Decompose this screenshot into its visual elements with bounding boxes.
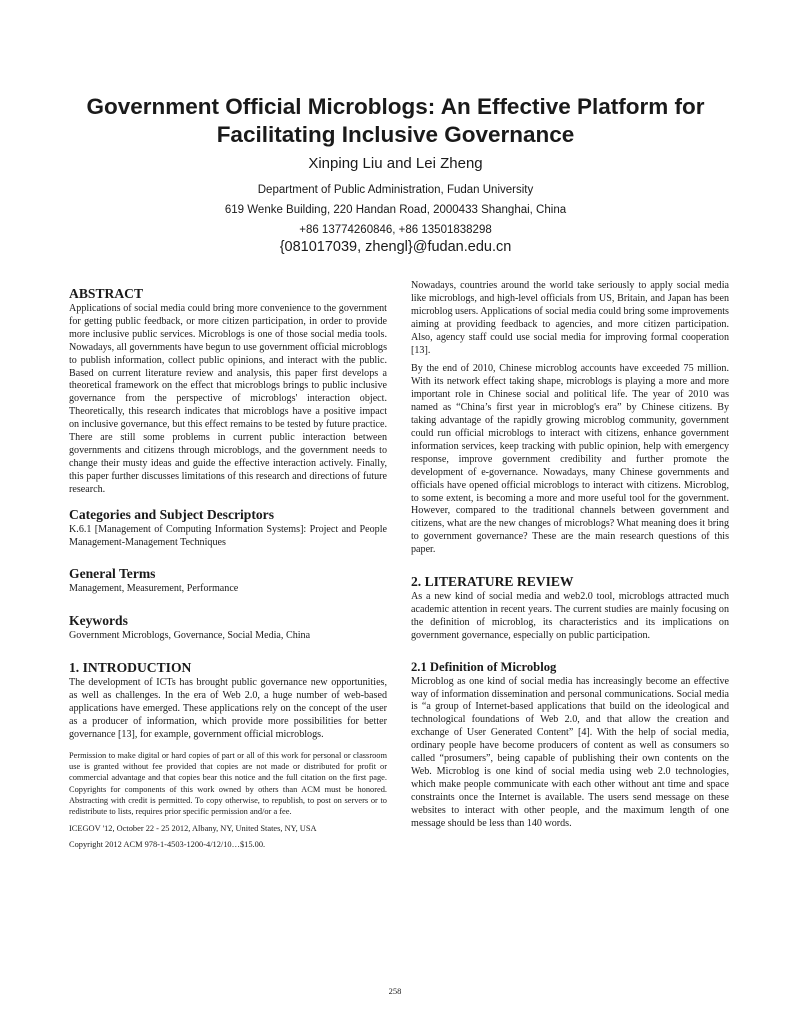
introduction-paragraph-2: Nowadays, countries around the world take seriously to apply social media like microblogs, and high-level officials from US, Britain, and Japan has been microblog users. Applications of social media could bring some improvements aiming at providing feedback to agencies, and more citizen participation. Also, agency staff could use social media for improving formal cooperation [13]. — [411, 280, 729, 356]
literature-review-text: As a new kind of social media and web2.0 tool, microblogs attracted much academic attention in recent years. The current studies are mainly focusing on the definition of microblog, its characteristics and its implications on government governance, especially on public participation. — [411, 591, 729, 641]
phone: +86 13774260846, +86 13501838298 — [299, 224, 492, 236]
abstract-text: Applications of social media could bring more convenience to the government for getting public feedback, or more citizen participation, in order to provide more inclusive public services. Microblogs is one of those social media tools. Nowadays, all governments have begun to use government official microblogs to publish information, collect public opinions, and interact with the public. Based on current literature review and analysis, this paper first develops a theoretical framework on the effect that microblogs brings to public inclusive governance from the perspective of microblogs' interaction object. Theoretically, this research indicates that microblogs have a positive impact on inclusive governance, but this effect remains to be tested by future practice. There are still some problems in current public interaction between governments and citizens through microblogs, and the government needs to change their musty ideas and guide the effective interaction actively. Finally, this paper further discusses limitations of this research and directions of future research. — [69, 303, 387, 495]
general-terms-section — [69, 566, 387, 596]
author-email: {081017039, zhengl}@fudan.edu.cn — [279, 239, 512, 255]
literature-review-section — [411, 574, 729, 643]
author-affiliation-block — [30, 180, 761, 240]
abstract-section — [69, 286, 387, 497]
definition-text: Microblog as one kind of social media has increasingly become an effective way of information dissemination and personal communications. Social media is “a group of Internet-based applications that build on the ideological and technological foundations of Web 2.0, and that allow the creation and exchange of User Generated Content” [4]. With the help of social media, ordinary people have become producers of content as well as consumers so called “prosumers”, being capable of publishing their own contents on the Web. Microblog is one kind of social media using web 2.0 technologies, which make people communicate with each other without ant time and space constraints once the Internet is available. The users send message on these websites to interact with other people, and the maximum length of one message should be less than 140 words. — [411, 675, 729, 829]
right-column — [411, 280, 729, 831]
title-line-2: Facilitating Inclusive Governance — [216, 122, 575, 147]
general-terms-text: Management, Measurement, Performance — [69, 583, 239, 595]
definition-section — [411, 660, 729, 831]
introduction-heading: 1. INTRODUCTION — [69, 660, 192, 676]
left-column — [69, 286, 387, 850]
categories-heading: Categories and Subject Descriptors — [69, 506, 275, 522]
abstract-heading: ABSTRACT — [69, 286, 144, 301]
keywords-section — [69, 613, 387, 643]
affiliation: Department of Public Administration, Fudan University — [257, 184, 534, 196]
address: 619 Wenke Building, 220 Handan Road, 2000433 Shanghai, China — [224, 204, 567, 216]
author-names: Xinping Liu and Lei Zheng — [308, 155, 483, 172]
page-number: 258 — [388, 986, 402, 996]
keywords-heading: Keywords — [69, 613, 128, 629]
paper-title — [30, 93, 761, 149]
introduction-paragraph-3: By the end of 2010, Chinese microblog accounts have exceeded 75 million. With its network effect taking shape, microblogs is playing a more and more important role in Chinese social and political life. The year of 2010 was named as “China’s first year in microblog's era” by Chinese citizens. By taking advantage of the rapidly growing microblog community, government could run official microblogs to interact with citizens, enhance government information services, keep tracking with public opinion, help with emergency response, improve government credibility and further promote the development of e-governance. Nowadays, many Chinese governments and officials have opened official microblogs to interact with citizens. Microblog, to some extent, is becoming a more and more useful tool for the government. However, compared to the traditional channels between government and citizens, what are the new changes of microblogs? What meaning does it bring to government governance? These are the main research questions of this paper. — [411, 363, 729, 556]
definition-heading: 2.1 Definition of Microblog — [411, 659, 557, 674]
copyright-notice: Copyright 2012 ACM 978-1-4503-1200-4/12/10…$15.00. — [69, 839, 266, 849]
general-terms-heading: General Terms — [69, 566, 156, 582]
keywords-text: Government Microblogs, Governance, Social Media, China — [69, 630, 311, 642]
permission-notice: Permission to make digital or hard copies of part or all of this work for personal or classroom use is granted without fee provided that copies are not made or distributed for profit or commercial advantage and that copies bear this notice and the full citation on the first page. Copyrights for components of this work owned by others than ACM must be honored. Abstracting with credit is permitted. To copy otherwise, to republish, to post on servers or to redistribute to lists, requires prior specific permission and/or a fee. — [69, 750, 387, 817]
title-line-1: Government Official Microblogs: An Effective Platform for — [86, 94, 705, 119]
categories-text: K.6.1 [Management of Computing Information Systems]: Project and People Management-Management Techniques — [69, 523, 387, 548]
conference-info: ICEGOV '12, October 22 - 25 2012, Albany, NY, United States, NY, USA — [69, 823, 317, 833]
literature-review-heading: 2. LITERATURE REVIEW — [411, 574, 574, 590]
introduction-section — [69, 660, 387, 742]
introduction-paragraph-1: The development of ICTs has brought public governance new opportunities, as well as challenges. In the era of Web 2.0, a huge number of web-based applications have emerged. These applications rely on the concept of the user as a producer of information, which provide more possibilities for better governance [13], for example, government official microblogs. — [69, 677, 387, 740]
categories-section — [69, 507, 387, 550]
